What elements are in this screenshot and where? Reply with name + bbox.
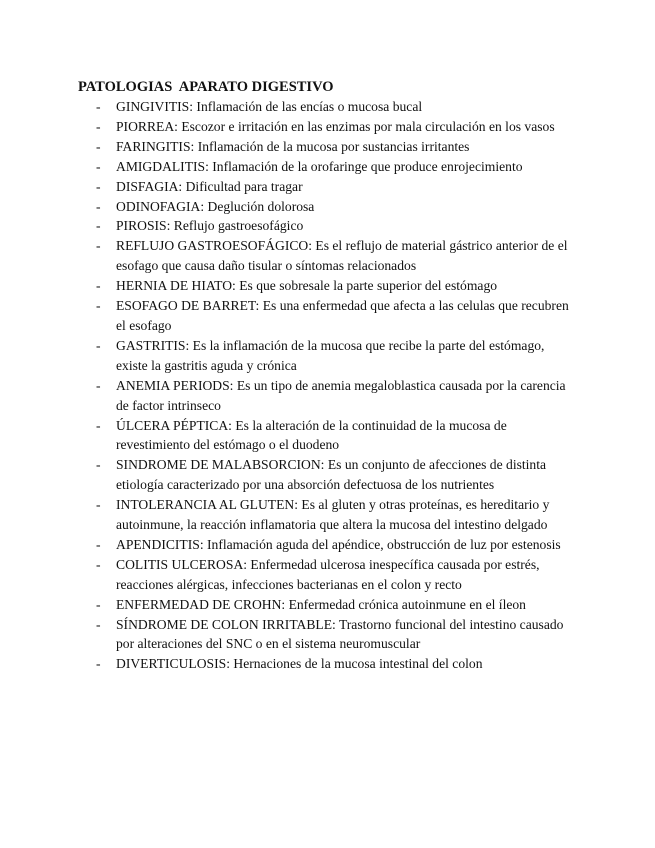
- bullet-dash: -: [96, 417, 101, 433]
- bullet-dash: -: [96, 298, 101, 314]
- list-item-text: ÚLCERA PÉPTICA: Es la alteración de la continuidad de la mucosa de revestimiento del estómago o el duodeno: [116, 417, 507, 453]
- list-item: [78, 177, 578, 197]
- list-item: [78, 416, 578, 456]
- list-item-text: DIVERTICULOSIS: Hernaciones de la mucosa intestinal del colon: [116, 656, 483, 672]
- list-item: [78, 276, 578, 296]
- list-item-text: ODINOFAGIA: Deglución dolorosa: [116, 198, 315, 214]
- list-item: [78, 495, 578, 535]
- list-item: [78, 137, 578, 157]
- list-item-text: ANEMIA PERIODS: Es un tipo de anemia megaloblastica causada por la carencia de factor intrinseco: [116, 377, 566, 413]
- list-item: [78, 595, 578, 615]
- bullet-dash: -: [96, 218, 101, 234]
- list-item: [78, 336, 578, 376]
- list-item-text: PIORREA: Escozor e irritación en las enzimas por mala circulación en los vasos: [116, 118, 555, 134]
- list-item-text: GINGIVITIS: Inflamación de las encías o mucosa bucal: [116, 99, 423, 114]
- list-item: [78, 296, 578, 336]
- bullet-dash: -: [96, 118, 101, 134]
- list-item: [78, 157, 578, 177]
- list-item: [78, 236, 578, 276]
- list-item-text: AMIGDALITIS: Inflamación de la orofaringe que produce enrojecimiento: [116, 158, 523, 174]
- bullet-dash: -: [96, 656, 101, 672]
- list-item-text: HERNIA DE HIATO: Es que sobresale la parte superior del estómago: [116, 278, 498, 294]
- list-item: [78, 376, 578, 416]
- bullet-dash: -: [96, 536, 101, 552]
- bullet-dash: -: [96, 238, 101, 254]
- bullet-dash: -: [96, 99, 101, 114]
- list-item: [78, 654, 578, 674]
- bullet-dash: -: [96, 138, 101, 154]
- list-item-text: PIROSIS: Reflujo gastroesofágico: [116, 218, 304, 234]
- list-item: [78, 555, 578, 595]
- list-item: [78, 216, 578, 236]
- bullet-dash: -: [96, 457, 101, 473]
- bullet-dash: -: [96, 278, 101, 294]
- bullet-dash: -: [96, 337, 101, 353]
- list-item-text: ESOFAGO DE BARRET: Es una enfermedad que afecta a las celulas que recubren el esofago: [116, 298, 569, 333]
- list-item-text: SÍNDROME DE COLON IRRITABLE: Trastorno funcional del intestino causado por alteraciones del SNC o en el sistema neuromuscular: [116, 616, 564, 652]
- bullet-dash: -: [96, 158, 101, 174]
- document-title: PATOLOGIAS APARATO DIGESTIVO: [78, 79, 334, 95]
- bullet-dash: -: [96, 596, 101, 612]
- list-item-text: INTOLERANCIA AL GLUTEN: Es al gluten y otras proteínas, es hereditario y autoinmune, la reacción inflamatoria que altera la mucosa del intestino delgado: [116, 497, 550, 533]
- list-item-text: REFLUJO GASTROESOFÁGICO: Es el reflujo de material gástrico anterior de el esofago que causa daño tisular o síntomas relacionados: [116, 238, 568, 274]
- bullet-dash: -: [96, 377, 101, 393]
- list-item: [78, 535, 578, 555]
- list-item-text: APENDICITIS: Inflamación aguda del apéndice, obstrucción de luz por estenosis: [116, 536, 561, 552]
- bullet-dash: -: [96, 198, 101, 214]
- list-item-text: FARINGITIS: Inflamación de la mucosa por sustancias irritantes: [116, 138, 470, 154]
- list-item: [78, 117, 578, 137]
- bullet-dash: -: [96, 556, 101, 572]
- bullet-dash: -: [96, 178, 101, 194]
- list-item: [78, 455, 578, 495]
- bullet-dash: -: [96, 616, 101, 632]
- list-item-text: ENFERMEDAD DE CROHN: Enfermedad crónica autoinmune en el íleon: [116, 596, 526, 612]
- list-item-text: GASTRITIS: Es la inflamación de la mucosa que recibe la parte del estómago, existe la gastritis aguda y crónica: [116, 337, 545, 373]
- list-item-text: DISFAGIA: Dificultad para tragar: [116, 178, 303, 194]
- list-item-text: COLITIS ULCEROSA: Enfermedad ulcerosa inespecífica causada por estrés, reacciones alérgicas, infecciones bacterianas en el colon y recto: [116, 556, 540, 592]
- pathology-list: [78, 97, 578, 674]
- bullet-dash: -: [96, 497, 101, 513]
- list-item: [78, 97, 578, 117]
- list-item-text: SINDROME DE MALABSORCION: Es un conjunto de afecciones de distinta etiología caracterizado por una absorción defectuosa de los nutrientes: [116, 457, 547, 493]
- list-item: [78, 197, 578, 217]
- list-item: [78, 615, 578, 655]
